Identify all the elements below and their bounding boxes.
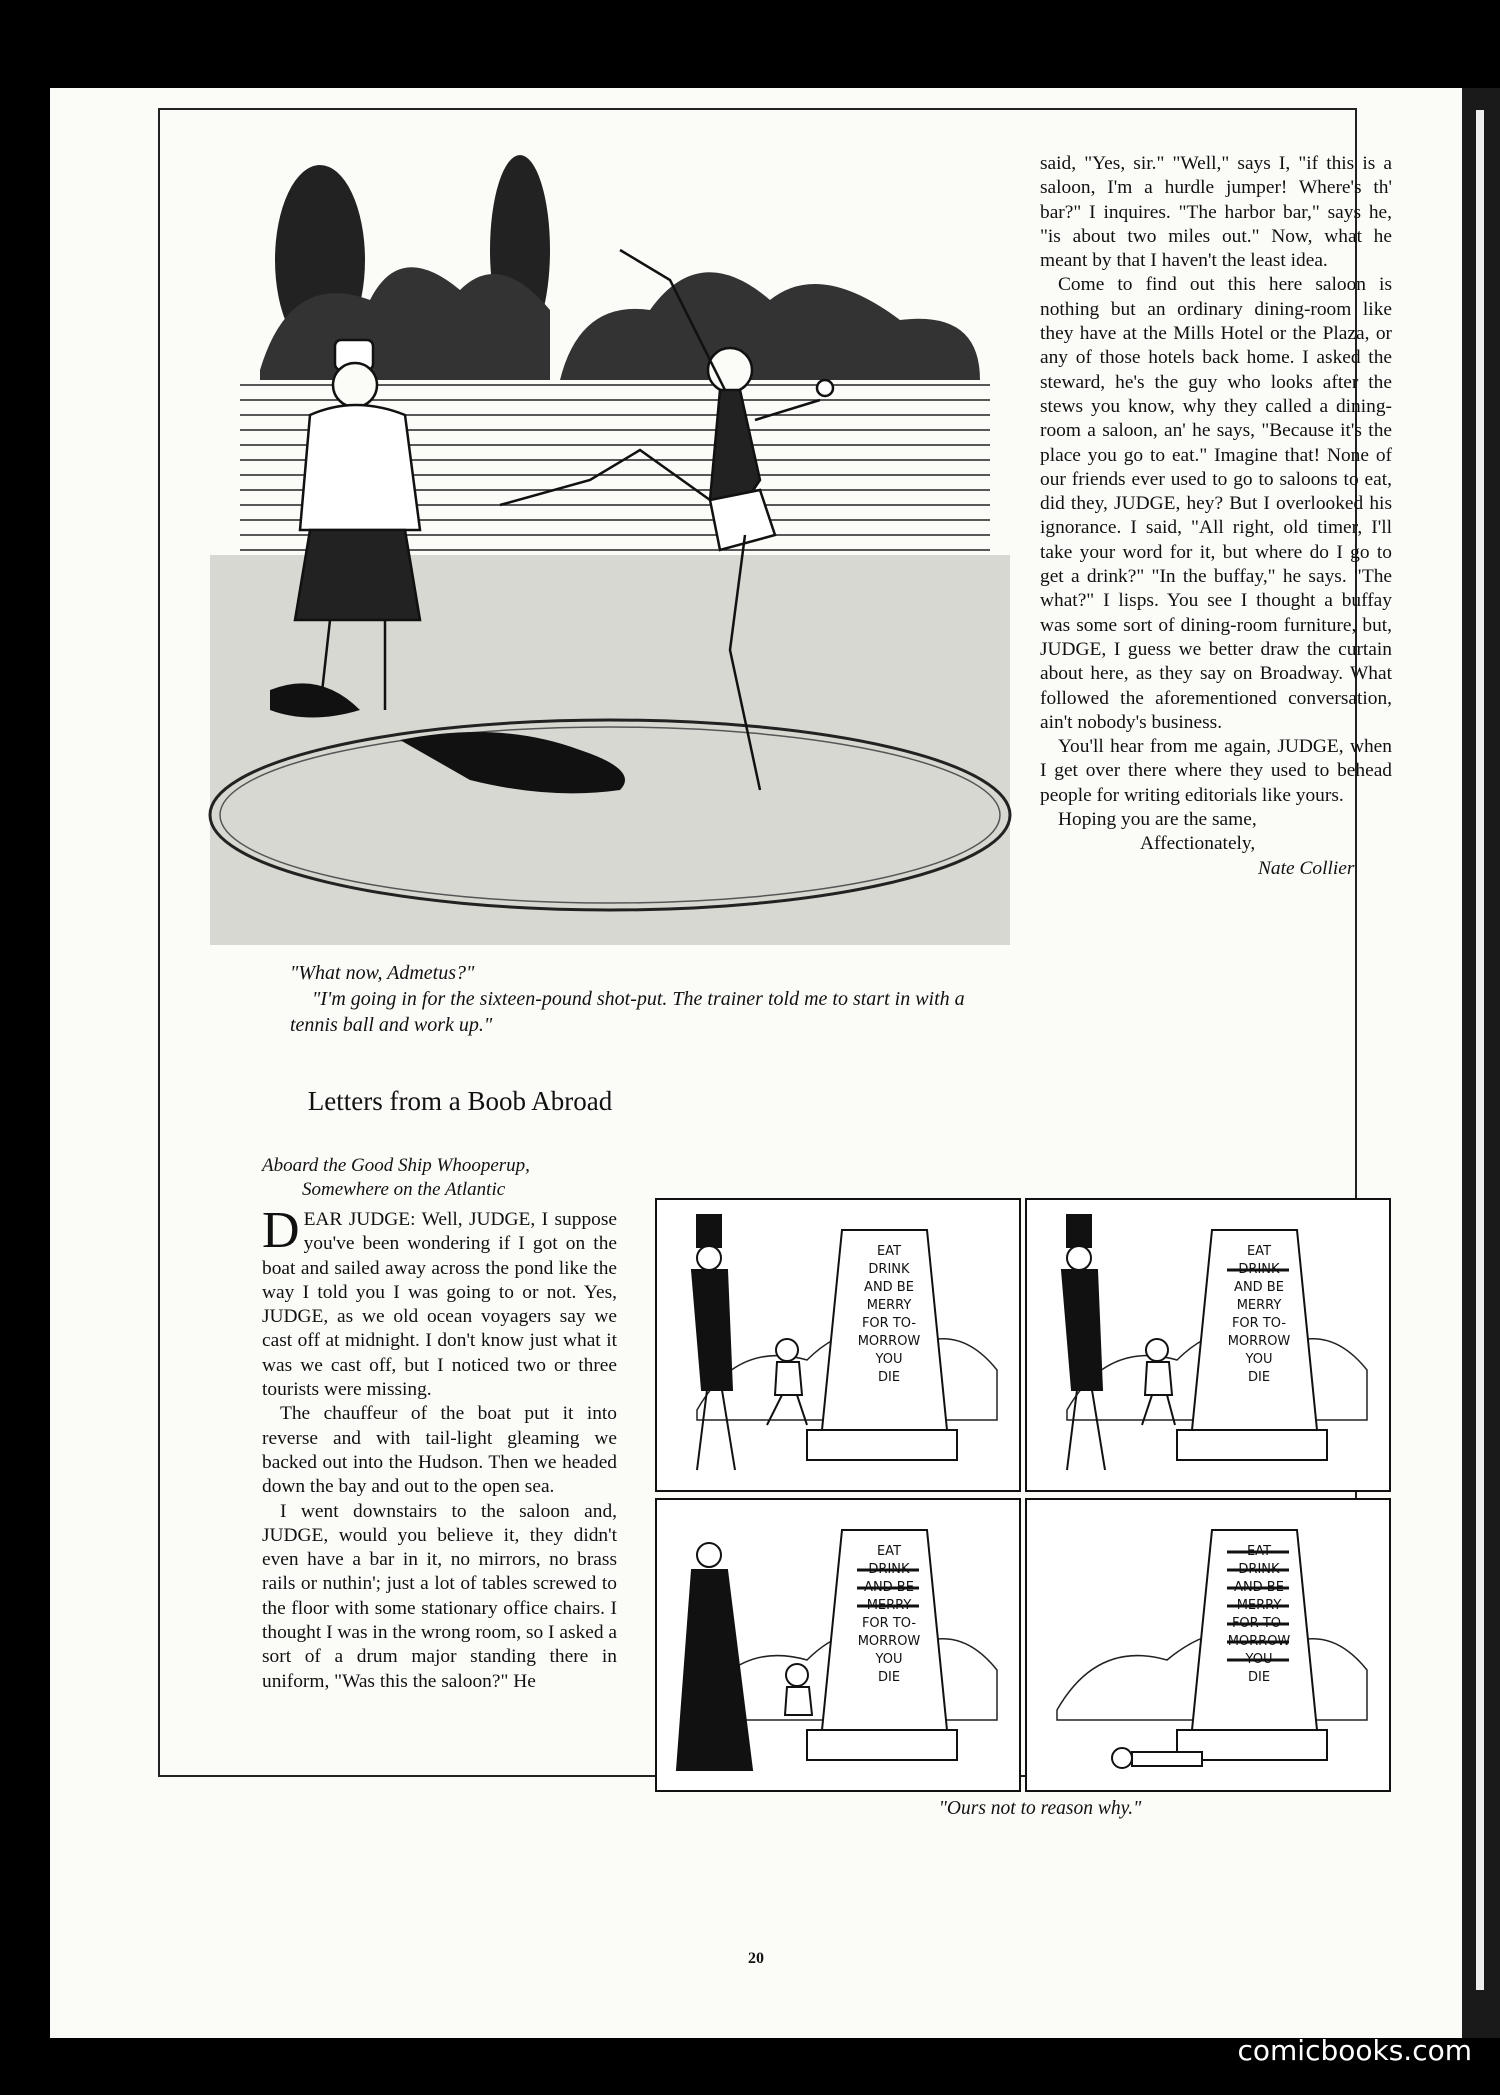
comic-panel-1-art [657,1200,1019,1490]
svg-text:DIE: DIE [1247,1370,1271,1385]
svg-text:MERRY: MERRY [1236,1298,1282,1313]
comic-panel-4-art [1027,1500,1389,1790]
article-signature: Nate Collier [1258,857,1355,879]
svg-text:MORROW: MORROW [857,1634,921,1649]
svg-text:DIE: DIE [877,1670,901,1685]
dateline-line-2: Somewhere on the Atlantic [302,1179,506,1200]
article-paragraph: I went downstairs to the saloon and, JUDGE, would you believe it, they didn't even have a bar in it, no mirrors, no brass rails or nuthin'; just a lot of tables screwed to the floor with some stationary office chairs. I thought I was in the wrong room, so I asked a sort of a drum major standing there in uniform, "Was this the saloon?" He [262,1500,617,1692]
caption-line-2: "I'm going in for the sixteen-pound shot-put. The trainer told me to start in with a tennis ball and work up." [290,988,965,1036]
shot-put-cartoon [200,150,1030,950]
comic-panel-3-art [657,1500,1019,1790]
svg-text:EAT: EAT [1246,1244,1272,1259]
caption-line-1: "What now, Admetus?" [290,962,475,984]
comic-caption: "Ours not to reason why." [938,1798,1142,1819]
svg-text:DRINK: DRINK [868,1562,910,1577]
svg-text:YOU: YOU [875,1352,903,1367]
site-watermark: comicbooks.com [1237,2034,1472,2067]
svg-text:DIE: DIE [1247,1670,1271,1685]
article-paragraph: Come to find out this here saloon is nothing but an ordinary dining-room like they have at the Mills Hotel or the Plaza, or any of those hotels back home. I asked the steward, he's the guy who looks after the stews you know, why they called a dining-room a saloon, an' he says, "Because it's the place you go to eat." Imagine that! None of our friends ever used to go to saloons to eat, did they, JUDGE, hey? But I overlooked his ignorance. I said, "All right, old timer, I'll take your word for it, but where do I go to get a drink?" "In the buffay," he says. "The what?" I lisps. You see I thought a buffay was some sort of dining-room furniture, but, JUDGE, I guess we better draw the curtain about here, as they say on Broadway. What followed the aforementioned conversation, ain't nobody's business. [1040,274,1392,733]
svg-text:YOU: YOU [875,1652,903,1667]
dateline-line-1: Aboard the Good Ship Whooperup, [262,1155,530,1176]
article-title: Letters from a Boob Abroad [307,1086,613,1116]
svg-text:DRINK: DRINK [1238,1262,1280,1277]
article-opening: EAR JUDGE: Well, JUDGE, I suppose you've been wondering if I got on the boat and sailed away across the pond like the way I told you I was going to or not. Yes, JUDGE, as we old ocean voyagers say we cast off at midnight. I don't know just what it was we cast off, but I noticed two or three tourists were missing. [262,1209,617,1401]
comic-panel-3 [655,1498,1021,1792]
article-paragraph: said, "Yes, sir." "Well," says I, "if this is a saloon, I'm a hurdle jumper! Where's th' bar?" I inquires. "The harbor bar," says he, "is about two miles out." Now, what he meant by that I haven't the least idea. [1040,153,1392,272]
article-paragraph [262,1202,617,1402]
svg-text:FOR TO-: FOR TO- [861,1316,917,1331]
svg-text:FOR TO-: FOR TO- [1231,1616,1287,1631]
svg-text:MORROW: MORROW [1227,1334,1291,1349]
svg-text:EAT: EAT [1246,1544,1272,1559]
page-number: 20 [748,1950,764,1967]
facing-page-edge [1476,110,1484,1990]
svg-text:MORROW: MORROW [1227,1634,1291,1649]
svg-text:MORROW: MORROW [857,1334,921,1349]
svg-text:FOR TO-: FOR TO- [1231,1316,1287,1331]
svg-text:YOU: YOU [1245,1652,1273,1667]
svg-text:MERRY: MERRY [866,1298,912,1313]
svg-text:AND BE: AND BE [864,1280,914,1295]
article-paragraph: You'll hear from me again, JUDGE, when I get over there where they used to behead people for writing editorials like yours. [1040,736,1392,806]
article-column-left [262,1202,617,1694]
svg-text:MERRY: MERRY [1236,1598,1282,1613]
article-closing: Hoping you are the same, [1058,809,1257,831]
article-column-right [1040,152,1392,881]
comic-panel-1 [655,1198,1021,1492]
svg-text:YOU: YOU [1245,1352,1273,1367]
svg-text:EAT: EAT [876,1244,902,1259]
comic-panel-4 [1025,1498,1391,1792]
svg-text:AND BE: AND BE [1234,1280,1284,1295]
comic-panel-2 [1025,1198,1391,1492]
cartoon-caption [290,960,990,1038]
drop-cap: D [262,1202,300,1259]
article-paragraph: The chauffeur of the boat put it into reverse and with tail-light gleaming we backed out into the Hudson. Then we headed down the bay and out to the open sea. [262,1403,617,1498]
svg-text:FOR TO-: FOR TO- [861,1616,917,1631]
article-closing: Affectionately, [1140,833,1256,855]
svg-text:DRINK: DRINK [1238,1562,1280,1577]
svg-text:MERRY: MERRY [866,1598,912,1613]
svg-text:AND BE: AND BE [1234,1580,1284,1595]
article-dateline [262,1154,622,1202]
svg-text:DIE: DIE [877,1370,901,1385]
svg-text:EAT: EAT [876,1544,902,1559]
comic-strip [655,1198,1395,1790]
svg-text:AND BE: AND BE [864,1580,914,1595]
svg-text:DRINK: DRINK [868,1262,910,1277]
comic-panel-2-art [1027,1200,1389,1490]
